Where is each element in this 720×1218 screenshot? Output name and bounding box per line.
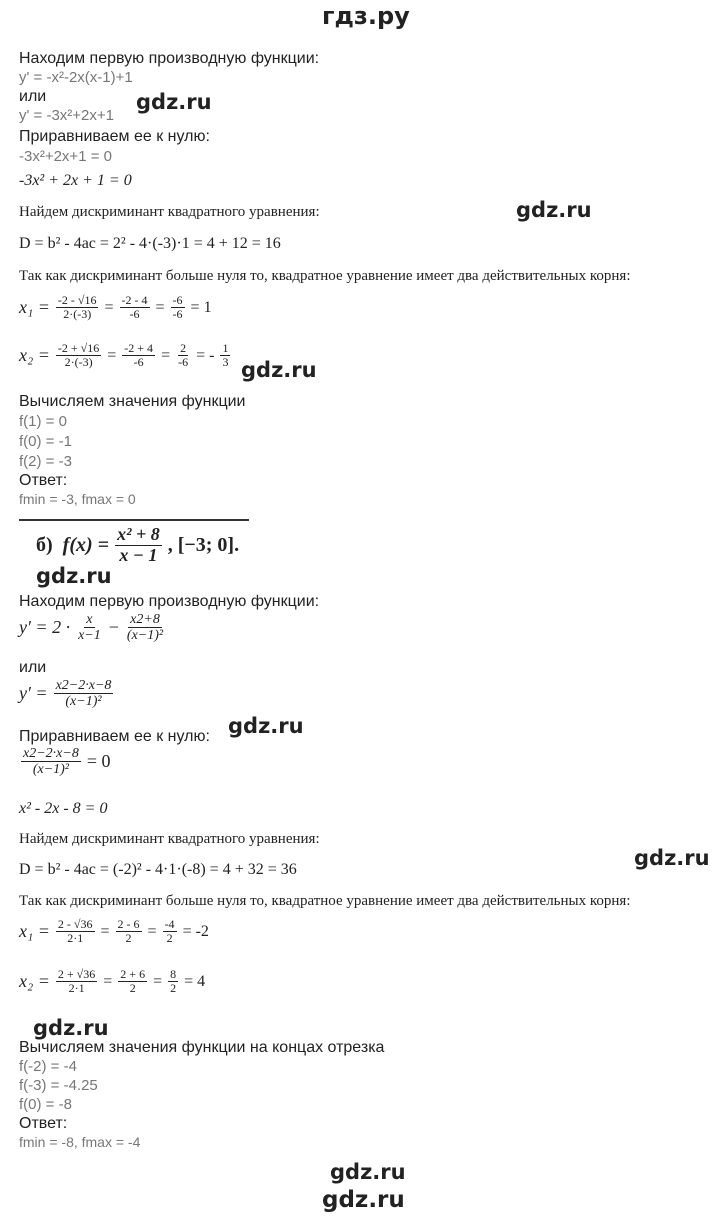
fraction bbox=[54, 678, 114, 710]
value-line: f(0) = -1 bbox=[19, 433, 72, 450]
page-title: гдз.ру bbox=[322, 2, 410, 30]
fraction bbox=[56, 918, 95, 945]
numerator: -2 + 4 bbox=[124, 341, 154, 355]
discriminant-formula: D = b² - 4ac = (-2)² - 4·1·(-8) = 4 + 32 = 36 bbox=[19, 861, 297, 878]
watermark: gdz.ru bbox=[634, 846, 710, 870]
denominator: -6 bbox=[172, 307, 183, 322]
denominator: -6 bbox=[133, 355, 144, 370]
root-lhs: x₂ = bbox=[19, 345, 50, 366]
task-label: б) bbox=[36, 533, 53, 556]
find-discriminant-text: Найдем дискриминант квадратного уравнения: bbox=[19, 831, 320, 847]
answer-text: fmin = -8, fmax = -4 bbox=[19, 1134, 141, 1150]
derivative-lhs: y′ = 2 · bbox=[19, 617, 71, 638]
denominator: x − 1 bbox=[119, 544, 158, 565]
derivative-formula bbox=[19, 612, 167, 644]
two-roots-text: Так как дискриминант больше нуля то, квадратное уравнение имеет два действительных корня: bbox=[19, 893, 631, 909]
numerator: 2 bbox=[180, 341, 187, 355]
watermark: gdz.ru bbox=[322, 1187, 405, 1213]
denominator: 3 bbox=[222, 355, 229, 370]
numerator: 2 - √36 bbox=[57, 917, 93, 931]
watermark: gdz.ru bbox=[228, 714, 304, 738]
fraction bbox=[56, 968, 97, 995]
equation-rhs: = 0 bbox=[86, 751, 111, 772]
value-line: f(1) = 0 bbox=[19, 413, 67, 430]
fraction bbox=[115, 525, 162, 566]
find-derivative-text: Находим первую производную функции: bbox=[19, 593, 320, 610]
value-line: f(2) = -3 bbox=[19, 453, 72, 470]
denominator: -6 bbox=[129, 307, 140, 322]
root-result: = 1 bbox=[190, 298, 212, 316]
minus-sign: − bbox=[108, 617, 119, 638]
numerator: x2−2·x−8 bbox=[55, 678, 112, 693]
watermark: gdz.ru bbox=[33, 1016, 109, 1040]
root-x1: x₁ = $\frac{2 - √36}{2\cdot 1}$ = $\frac{2 - 6}{2}$ = $\frac{-4}{2}$ = -2 bbox=[19, 917, 209, 946]
answer-text: fmin = -3, fmax = 0 bbox=[19, 491, 136, 507]
root-lhs: x₁ = bbox=[19, 921, 50, 942]
denominator: 2 bbox=[129, 981, 136, 996]
numerator: -4 bbox=[164, 917, 175, 931]
watermark: gdz.ru bbox=[516, 198, 592, 222]
fraction bbox=[122, 342, 155, 369]
numerator: x2−2·x−8 bbox=[23, 746, 79, 761]
numerator: 2 - 6 bbox=[117, 917, 140, 931]
fraction bbox=[176, 342, 190, 369]
equation-bold: -3x² + 2x + 1 = 0 bbox=[19, 172, 132, 189]
fraction bbox=[56, 342, 101, 369]
fraction bbox=[168, 968, 178, 995]
numerator: 2 + √36 bbox=[57, 967, 96, 981]
value-line: f(0) = -8 bbox=[19, 1096, 72, 1113]
denominator: x−1 bbox=[78, 628, 101, 644]
or-text: или bbox=[19, 659, 47, 676]
equate-zero-text: Приравниваем ее к нулю: bbox=[19, 728, 210, 745]
value-line: f(-2) = -4 bbox=[19, 1058, 77, 1075]
equation-bold: x² - 2x - 8 = 0 bbox=[19, 800, 108, 817]
numerator: x bbox=[86, 612, 93, 627]
denominator: 2 bbox=[125, 931, 132, 946]
denominator: 2·1 bbox=[68, 981, 85, 996]
root-x2: x₂ = $\frac{-2 + √16}{2\cdot(-3)}$ = $\frac{-2 + 4}{-6}$ = $\frac{2}{-6}$ = - $\frac{1}{3}$ bbox=[19, 341, 229, 370]
fraction bbox=[163, 918, 177, 945]
numerator: x² + 8 bbox=[117, 524, 160, 544]
fraction bbox=[56, 294, 99, 321]
denominator: 2 bbox=[166, 931, 173, 946]
value-line: f(-3) = -4.25 bbox=[19, 1077, 98, 1094]
denominator: 2 bbox=[170, 981, 177, 996]
numerator: -2 - 4 bbox=[121, 293, 148, 307]
fraction bbox=[120, 294, 150, 321]
denominator: (x−1)² bbox=[32, 762, 69, 778]
root-lhs: x₂ = bbox=[19, 971, 50, 992]
root-x2: x₂ = $\frac{2 + √36}{2\cdot 1}$ = $\frac{2 + 6}{2}$ = $\frac{8}{2}$ = 4 bbox=[19, 967, 206, 996]
equation-fraction bbox=[19, 746, 110, 778]
watermark: gdz.ru bbox=[36, 564, 112, 588]
find-derivative-text: Находим первую производную функции: bbox=[19, 50, 320, 67]
root-result: = 4 bbox=[184, 972, 206, 990]
numerator: x2+8 bbox=[130, 612, 160, 627]
task-lhs: f(x) = bbox=[62, 533, 110, 556]
numerator: 8 bbox=[170, 967, 177, 981]
task-interval: , [−3; 0]. bbox=[167, 533, 240, 556]
denominator: (x−1)² bbox=[65, 694, 102, 710]
watermark: gdz.ru bbox=[241, 358, 317, 382]
denominator: (x−1)² bbox=[126, 628, 164, 644]
denominator: 2·(-3) bbox=[63, 307, 92, 322]
fraction bbox=[76, 612, 103, 644]
numerator: 2 + 6 bbox=[120, 967, 146, 981]
fraction bbox=[116, 918, 142, 945]
fraction bbox=[220, 342, 230, 369]
compute-values-text: Вычисляем значения функции на концах отрезка bbox=[19, 1039, 385, 1056]
fraction bbox=[125, 612, 165, 644]
fraction bbox=[171, 294, 185, 321]
root-lhs: x₁ = bbox=[19, 297, 50, 318]
or-text: или bbox=[19, 88, 47, 105]
discriminant-formula: D = b² - 4ac = 2² - 4·(-3)·1 = 4 + 12 = 16 bbox=[19, 235, 281, 252]
root-mid: = - bbox=[196, 346, 215, 364]
watermark: gdz.ru bbox=[330, 1160, 406, 1184]
denominator: 2·(-3) bbox=[64, 355, 93, 370]
numerator: 1 bbox=[222, 341, 229, 355]
root-result: = -2 bbox=[182, 922, 209, 940]
numerator: -2 - √16 bbox=[57, 293, 97, 307]
equate-zero-text: Приравниваем ее к нулю: bbox=[19, 128, 210, 145]
numerator: -6 bbox=[172, 293, 183, 307]
root-x1: x₁ = $\frac{-2 - √16}{2\cdot(-3)}$ = $\frac{-2 - 4}{-6}$ = $\frac{-6}{-6}$ = 1 bbox=[19, 293, 212, 322]
compute-values-text: Вычисляем значения функции bbox=[19, 393, 246, 410]
watermark: gdz.ru bbox=[136, 90, 212, 114]
denominator: -6 bbox=[178, 355, 189, 370]
derivative-simplified bbox=[19, 678, 115, 710]
equation-gray: -3x²+2x+1 = 0 bbox=[19, 148, 112, 165]
fraction bbox=[21, 746, 81, 778]
fraction bbox=[118, 968, 147, 995]
derivative-simplified: y' = -3x²+2x+1 bbox=[19, 107, 114, 124]
two-roots-text: Так как дискриминант больше нуля то, квадратное уравнение имеет два действительных корня: bbox=[19, 268, 631, 284]
task-b bbox=[36, 525, 239, 566]
answer-label: Ответ: bbox=[19, 472, 68, 489]
derivative-lhs: y′ = bbox=[19, 683, 48, 704]
denominator: 2·1 bbox=[67, 931, 84, 946]
find-discriminant-text: Найдем дискриминант квадратного уравнения: bbox=[19, 204, 320, 220]
derivative-expr: y' = -x²-2x(x-1)+1 bbox=[19, 69, 133, 86]
answer-label: Ответ: bbox=[19, 1115, 68, 1132]
numerator: -2 + √16 bbox=[57, 341, 100, 355]
divider bbox=[19, 519, 249, 521]
